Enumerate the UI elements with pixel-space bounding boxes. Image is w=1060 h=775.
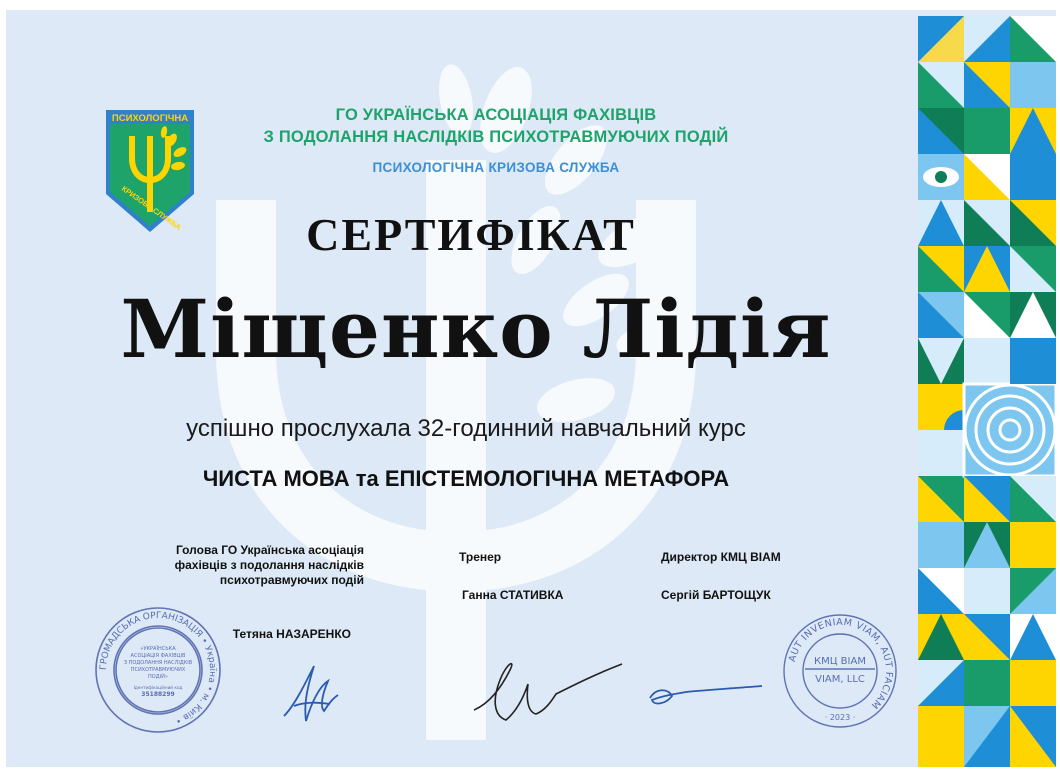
svg-text:ГРОМАДСЬКА ОРГАНІЗАЦІЯ • Украї: ГРОМАДСЬКА ОРГАНІЗАЦІЯ • Україна • м. Київ • — [98, 610, 218, 726]
org-name-line2: З ПОДОЛАННЯ НАСЛІДКІВ ПСИХОТРАВМУЮЧИХ ПОДІЙ — [263, 128, 729, 146]
decorative-pattern — [918, 16, 1056, 767]
svg-text:ПСИХОЛОГІЧНА: ПСИХОЛОГІЧНА — [111, 113, 189, 124]
service-name: ПСИХОЛОГІЧНА КРИЗОВА СЛУЖБА — [372, 160, 620, 175]
svg-text:Ідентифікаційний код: Ідентифікаційний код — [133, 685, 183, 690]
svg-text:КМЦ ВІАМ: КМЦ ВІАМ — [814, 656, 866, 667]
head-name: Тетяна НАЗАРЕНКО — [232, 627, 351, 641]
course-description: успішно прослухала 32-годинний навчальний курс — [186, 415, 746, 442]
svg-text:ПСИХОТРАВМУЮЧИХ: ПСИХОТРАВМУЮЧИХ — [130, 667, 186, 673]
director-role: Директор КМЦ ВІАМ — [661, 550, 781, 564]
course-title: ЧИСТА МОВА та ЕПІСТЕМОЛОГІЧНА МЕТАФОРА — [202, 466, 730, 491]
svg-text:«УКРАЇНСЬКА: «УКРАЇНСЬКА — [140, 646, 176, 652]
svg-text:АСОЦІАЦІЯ ФАХІВЦІВ: АСОЦІАЦІЯ ФАХІВЦІВ — [130, 653, 186, 659]
head-signature — [274, 646, 354, 736]
organization-stamp — [94, 606, 222, 734]
head-role: Голова ГО Українська асоціація фахівців з подолання наслідків психотравмуючих подій — [174, 543, 364, 587]
certificate — [6, 10, 1056, 767]
director-name: Сергій БАРТОЩУК — [661, 588, 771, 602]
svg-text:З ПОДОЛАННЯ НАСЛІДКІВ: З ПОДОЛАННЯ НАСЛІДКІВ — [123, 660, 193, 666]
svg-text:VIAM, LLC: VIAM, LLC — [815, 674, 865, 685]
certificate-title: СЕРТИФІКАТ — [306, 209, 636, 260]
svg-text:ПОДІЙ»: ПОДІЙ» — [148, 674, 168, 680]
svg-text:· 2023 ·: · 2023 · — [824, 713, 856, 722]
svg-text:КРИЗОВА СЛУЖБА: КРИЗОВА СЛУЖБА — [120, 184, 183, 232]
trainer-signature — [468, 650, 628, 730]
trainer-name: Ганна СТАТИВКА — [462, 588, 564, 602]
recipient-name: Міщенко Лідія — [120, 282, 832, 376]
trainer-role: Тренер — [459, 550, 502, 564]
viam-stamp — [781, 612, 899, 730]
org-name-line1: ГО УКРАЇНСЬКА АСОЦІАЦІЯ ФАХІВЦІВ — [335, 106, 657, 124]
svg-text:35188299: 35188299 — [141, 691, 175, 698]
director-signature — [646, 676, 766, 716]
svg-text:AUT INVENIAM VIAM, AUT FACIAM: AUT INVENIAM VIAM, AUT FACIAM — [786, 616, 895, 711]
crisis-service-logo — [102, 106, 198, 236]
